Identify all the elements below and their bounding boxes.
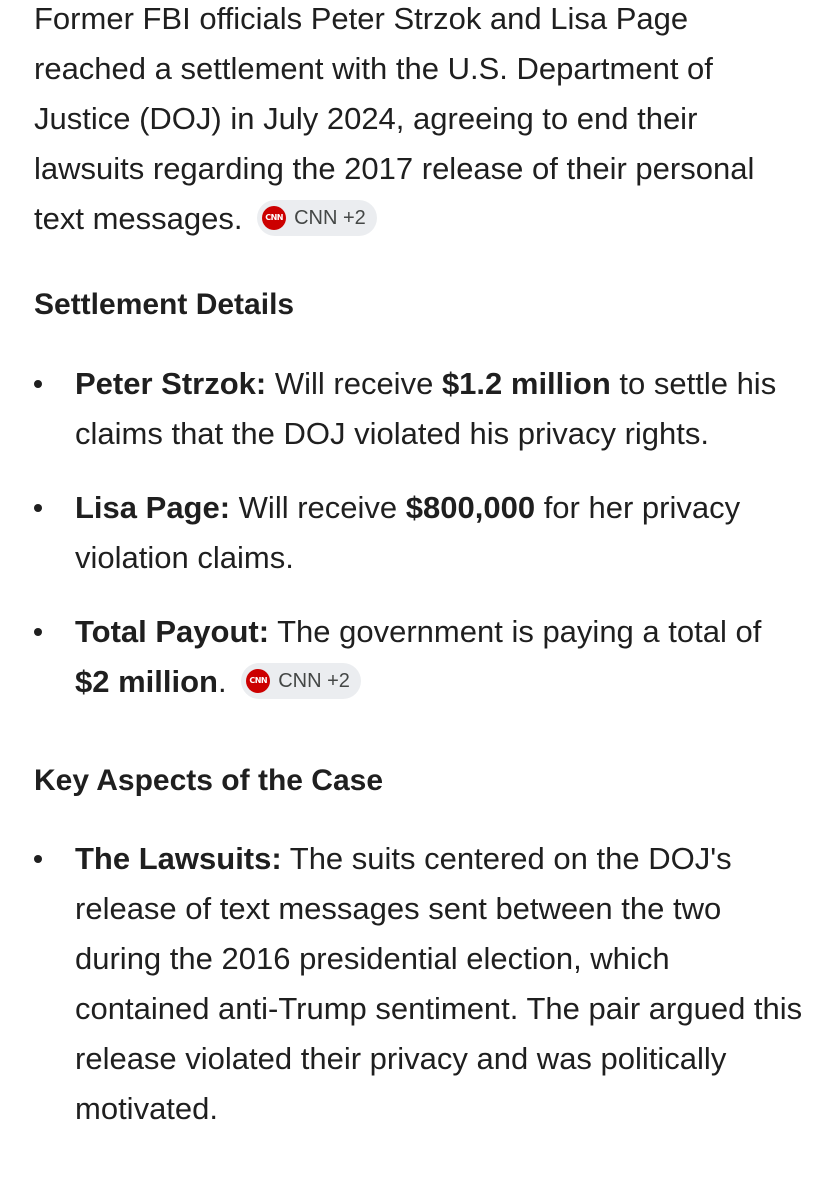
item-label: Peter Strzok: <box>75 366 267 401</box>
intro-paragraph <box>34 0 804 244</box>
aspects-list <box>34 834 804 1134</box>
bullet-icon <box>34 380 42 388</box>
item-text: . <box>217 664 227 699</box>
item-text: to settle his claims that the DOJ violated his privacy rights. <box>75 366 777 451</box>
list-item <box>34 834 804 1134</box>
cnn-logo-icon: CNN <box>262 206 286 230</box>
cnn-logo-icon: CNN <box>246 669 270 693</box>
item-text: Will receive <box>266 366 442 401</box>
source-chip-label: CNN +2 <box>294 206 366 229</box>
item-emphasis: $800,000 <box>405 490 536 525</box>
item-text: for her privacy violation claims. <box>75 490 741 575</box>
list-item <box>34 483 804 583</box>
source-chip[interactable] <box>257 200 377 236</box>
item-label: Total Payout: <box>75 614 270 649</box>
item-text: The government is paying a total of <box>269 614 762 649</box>
item-label: The Lawsuits: <box>75 841 282 876</box>
item-emphasis: $2 million <box>75 664 218 699</box>
item-text: Will receive <box>230 490 406 525</box>
intro-text: Former FBI officials Peter Strzok and Lisa Page reached a settlement with the U.S. Department of Justice (DOJ) in July 2024, agreeing to end their lawsuits regarding the 2017 release of their personal text messages. <box>34 1 755 236</box>
settlement-list <box>34 359 804 707</box>
list-item <box>34 607 804 707</box>
source-chip-label: CNN +2 <box>278 669 350 692</box>
source-chip[interactable] <box>241 663 361 699</box>
bullet-icon <box>34 504 42 512</box>
bullet-icon <box>34 855 42 863</box>
item-emphasis: $1.2 million <box>441 366 611 401</box>
section-heading-aspects: Key Aspects of the Case <box>34 764 384 797</box>
bullet-icon <box>34 628 42 636</box>
list-item <box>34 359 804 459</box>
item-label: Lisa Page: <box>75 490 231 525</box>
section-heading-settlement: Settlement Details <box>34 288 295 321</box>
item-text: The suits centered on the DOJ's release of text messages sent between the two during the 2016 presidential election, which contained anti-Trump sentiment. The pair argued this release violated their privacy and was politically motivated. <box>75 841 803 1126</box>
